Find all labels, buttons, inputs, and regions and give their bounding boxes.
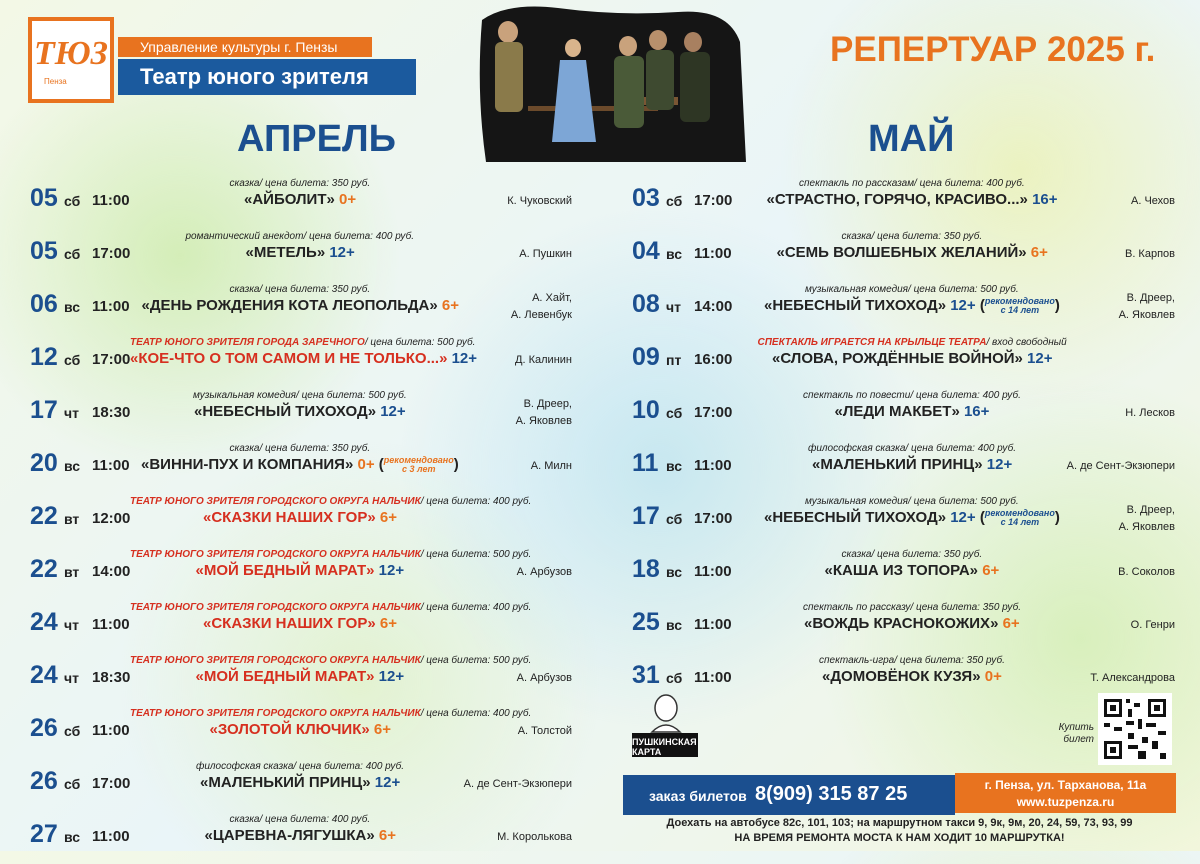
age-rating-badge: 12+ bbox=[950, 297, 976, 314]
schedule-row[interactable] bbox=[632, 282, 1175, 334]
event-genre-price: романтический анекдот/ цена билета: 400 руб. bbox=[185, 231, 415, 242]
schedule-row[interactable] bbox=[30, 812, 572, 864]
event-weekday: сб bbox=[64, 193, 81, 209]
event-genre-price: музыкальная комедия/ цена билета: 500 руб. bbox=[805, 284, 1019, 295]
event-title-text: «КАША ИЗ ТОПОРА» bbox=[824, 562, 979, 579]
theater-logo bbox=[28, 17, 114, 103]
event-genre-price: сказка/ цена билета: 350 руб. bbox=[841, 231, 983, 242]
event-weekday: сб bbox=[64, 723, 81, 739]
event-weekday: сб bbox=[666, 511, 683, 527]
event-genre-price: сказка/ цена билета: 400 руб. bbox=[229, 814, 371, 825]
event-time: 11:00 bbox=[694, 245, 732, 262]
event-date: 08 bbox=[632, 290, 660, 318]
schedule-row[interactable] bbox=[30, 600, 572, 652]
address-text: г. Пенза, ул. Тарханова, 11а bbox=[984, 778, 1147, 792]
event-weekday: сб bbox=[666, 670, 683, 686]
schedule-row[interactable] bbox=[632, 176, 1175, 228]
event-title[interactable] bbox=[203, 509, 397, 526]
event-title[interactable]: «НЕБЕСНЫЙ ТИХОХОД» 12+ (рекомендовано с 14 лет ) bbox=[764, 508, 1060, 528]
event-genre-price: / цена билета: 400 руб. bbox=[420, 496, 532, 507]
event-meta bbox=[805, 496, 1019, 507]
event-title-text: «ЦАРЕВНА-ЛЯГУШКА» bbox=[204, 827, 375, 844]
event-meta bbox=[130, 337, 475, 348]
event-title[interactable] bbox=[835, 403, 990, 420]
event-time: 11:00 bbox=[92, 722, 130, 739]
logo-city: Пенза bbox=[44, 77, 67, 86]
event-meta bbox=[130, 496, 531, 507]
event-title-text: «ДЕНЬ РОЖДЕНИЯ КОТА ЛЕОПОЛЬДА» bbox=[141, 297, 438, 314]
event-meta bbox=[842, 231, 983, 242]
month-april-title: АПРЕЛЬ bbox=[237, 118, 396, 160]
event-weekday: пт bbox=[666, 352, 682, 368]
event-date: 20 bbox=[30, 449, 58, 477]
event-title-text: «СЕМЬ ВОЛШЕБНЫХ ЖЕЛАНИЙ» bbox=[776, 244, 1027, 261]
order-phone-link[interactable]: 8(909) 315 87 25 bbox=[755, 783, 908, 805]
event-title-text: «НЕБЕСНЫЙ ТИХОХОД» bbox=[764, 297, 947, 314]
event-date: 09 bbox=[632, 343, 660, 371]
event-date: 17 bbox=[30, 396, 58, 424]
age-rating-badge: 16+ bbox=[1032, 191, 1058, 208]
event-date: 06 bbox=[30, 290, 58, 318]
age-rating-badge: 0+ bbox=[357, 456, 375, 473]
schedule-row[interactable] bbox=[30, 759, 572, 811]
event-author: А. де Сент-Экзюпери bbox=[1066, 460, 1175, 472]
event-weekday: сб bbox=[666, 193, 683, 209]
event-date: 26 bbox=[30, 767, 58, 795]
schedule-row[interactable] bbox=[30, 229, 572, 281]
event-genre-price: сказка/ цена билета: 350 руб. bbox=[841, 549, 983, 560]
event-meta bbox=[803, 602, 1021, 613]
event-title-text: «ДОМОВЁНОК КУЗЯ» bbox=[822, 668, 981, 685]
event-time: 11:00 bbox=[92, 192, 130, 209]
event-genre-price: спектакль по рассказам/ цена билета: 400 руб. bbox=[799, 178, 1025, 189]
schedule-row[interactable] bbox=[30, 494, 572, 546]
event-weekday: вс bbox=[666, 564, 683, 580]
schedule-row[interactable] bbox=[632, 441, 1175, 493]
age-rating-badge: 12+ bbox=[374, 774, 401, 791]
age-rating-badge: 6+ bbox=[379, 615, 397, 632]
repertoire-title: РЕПЕРТУАР 2025 г. bbox=[830, 30, 1156, 69]
event-genre-price: спектакль по рассказу/ цена билета: 350 руб. bbox=[803, 602, 1022, 613]
event-author: К. Чуковский bbox=[507, 195, 572, 207]
website-link[interactable]: www.tuzpenza.ru bbox=[1016, 795, 1115, 809]
event-weekday: вс bbox=[64, 458, 81, 474]
event-meta bbox=[803, 390, 1021, 401]
event-date: 24 bbox=[30, 661, 58, 689]
order-label: заказ билетов bbox=[649, 788, 747, 804]
age-rating-badge: 6+ bbox=[441, 297, 459, 314]
event-title-text: «МАЛЕНЬКИЙ ПРИНЦ» bbox=[200, 774, 371, 791]
event-date: 24 bbox=[30, 608, 58, 636]
event-time: 17:00 bbox=[92, 775, 131, 792]
age-rating-badge: 12+ bbox=[950, 509, 976, 526]
transport-routes: Доехать на автобусе 82с, 101, 103; на маршрутном такси 9, 9к, 9м, 20, 24, 59, 73, 93, 99 bbox=[666, 817, 1133, 829]
event-meta bbox=[186, 231, 415, 242]
event-title[interactable] bbox=[196, 668, 405, 685]
schedule-row[interactable] bbox=[632, 494, 1175, 546]
age-rating-badge: 6+ bbox=[982, 562, 1000, 579]
event-date: 27 bbox=[30, 820, 58, 848]
event-author: М. Королькова bbox=[497, 831, 572, 843]
event-weekday: вс bbox=[666, 458, 683, 474]
event-author: А. Пушкин bbox=[519, 248, 572, 260]
event-title-text: «ЗОЛОТОЙ КЛЮЧИК» bbox=[209, 721, 370, 738]
age-rating-badge: 6+ bbox=[379, 509, 397, 526]
age-recommendation: рекомендовано с 3 лет bbox=[383, 455, 454, 475]
event-title[interactable] bbox=[777, 244, 1048, 261]
age-rating-badge: 6+ bbox=[1002, 615, 1020, 632]
age-rating-badge: 12+ bbox=[380, 403, 406, 420]
transport-info bbox=[623, 816, 1176, 846]
guest-theater-note: ТЕАТР ЮНОГО ЗРИТЕЛЯ ГОРОДСКОГО ОКРУГА НАЛЬЧИК bbox=[130, 602, 421, 613]
may-schedule bbox=[632, 176, 1175, 706]
event-meta bbox=[842, 549, 983, 560]
event-genre-price: спектакль-игра/ цена билета: 350 руб. bbox=[819, 655, 1005, 666]
age-rating-badge: 12+ bbox=[986, 456, 1013, 473]
schedule-row[interactable] bbox=[30, 282, 572, 334]
age-rating-badge: 12+ bbox=[378, 562, 405, 579]
event-time: 16:00 bbox=[694, 351, 733, 368]
event-title-text: «МАЛЕНЬКИЙ ПРИНЦ» bbox=[812, 456, 983, 473]
event-weekday: вс bbox=[64, 829, 81, 845]
event-date: 05 bbox=[30, 184, 58, 212]
event-author: А. Толстой bbox=[517, 725, 572, 737]
event-meta bbox=[196, 761, 404, 772]
event-weekday: вс bbox=[666, 617, 683, 633]
event-date: 11 bbox=[632, 449, 659, 477]
event-author: А. Милн bbox=[530, 460, 572, 472]
event-genre-price: / вход свободный bbox=[986, 337, 1067, 348]
event-title[interactable] bbox=[142, 297, 459, 314]
event-weekday: сб bbox=[64, 352, 81, 368]
event-time: 11:00 bbox=[92, 828, 130, 845]
event-meta bbox=[193, 390, 407, 401]
bridge-notice: НА ВРЕМЯ РЕМОНТА МОСТА К НАМ ХОДИТ 10 МАРШРУТКА! bbox=[734, 832, 1065, 844]
event-weekday: сб bbox=[666, 405, 683, 421]
event-author: А. де Сент-Экзюпери bbox=[463, 778, 572, 790]
event-genre-price: спектакль по повести/ цена билета: 400 руб. bbox=[803, 390, 1021, 401]
event-date: 03 bbox=[632, 184, 660, 212]
event-weekday: вс bbox=[666, 246, 683, 262]
event-title-text: «СТРАСТНО, ГОРЯЧО, КРАСИВО...» bbox=[766, 191, 1028, 208]
schedule-row[interactable] bbox=[632, 388, 1175, 440]
event-weekday: чт bbox=[64, 405, 79, 421]
event-date: 22 bbox=[30, 555, 58, 583]
month-may-title: МАЙ bbox=[868, 118, 955, 160]
schedule-row[interactable] bbox=[30, 706, 572, 758]
event-meta bbox=[805, 284, 1019, 295]
guest-theater-note: ТЕАТР ЮНОГО ЗРИТЕЛЯ ГОРОДСКОГО ОКРУГА НАЛЬЧИК bbox=[130, 549, 421, 560]
age-rating-badge: 12+ bbox=[329, 244, 355, 261]
event-time: 11:00 bbox=[694, 563, 732, 580]
buy-ticket-label: Купить билет bbox=[1058, 722, 1094, 745]
age-rating-badge: 6+ bbox=[373, 721, 391, 738]
event-time: 17:00 bbox=[92, 245, 131, 262]
event-title[interactable] bbox=[210, 721, 391, 738]
event-title-text: «АЙБОЛИТ» bbox=[244, 191, 335, 208]
event-date: 25 bbox=[632, 608, 660, 636]
event-meta bbox=[230, 178, 371, 189]
event-weekday: сб bbox=[64, 776, 81, 792]
event-title[interactable] bbox=[822, 668, 1002, 685]
event-title-text: «ВОЖДЬ КРАСНОКОЖИХ» bbox=[804, 615, 999, 632]
org-name: Управление культуры г. Пензы bbox=[118, 37, 372, 57]
event-date: 17 bbox=[632, 502, 660, 530]
event-genre-price: сказка/ цена билета: 350 руб. bbox=[229, 178, 371, 189]
event-date: 12 bbox=[30, 343, 58, 371]
event-date: 05 bbox=[30, 237, 58, 265]
schedule-row[interactable] bbox=[632, 600, 1175, 652]
theater-name: Театр юного зрителя bbox=[118, 59, 416, 95]
age-recommendation: рекомендовано с 14 лет bbox=[984, 296, 1055, 316]
event-time: 17:00 bbox=[92, 351, 131, 368]
event-meta bbox=[130, 655, 531, 666]
event-author: В. Соколов bbox=[1118, 566, 1175, 578]
event-weekday: чт bbox=[64, 670, 79, 686]
event-meta bbox=[819, 655, 1005, 666]
event-author: В. Дреер, А. Яковлев bbox=[1118, 292, 1175, 321]
event-time: 18:30 bbox=[92, 404, 131, 421]
event-time: 11:00 bbox=[694, 669, 732, 686]
ticket-order-bar bbox=[623, 775, 955, 815]
event-author: О. Генри bbox=[1130, 619, 1175, 631]
event-genre-price: / цена билета: 400 руб. bbox=[420, 708, 532, 719]
event-title[interactable] bbox=[767, 191, 1058, 208]
event-meta bbox=[130, 602, 531, 613]
event-time: 11:00 bbox=[92, 616, 130, 633]
event-meta bbox=[808, 443, 1016, 454]
schedule-row[interactable] bbox=[632, 653, 1175, 705]
logo-text: ТЮЗ bbox=[34, 35, 108, 72]
event-meta bbox=[799, 178, 1025, 189]
event-weekday: вт bbox=[64, 511, 80, 527]
event-title[interactable] bbox=[203, 615, 397, 632]
event-time: 11:00 bbox=[92, 457, 130, 474]
event-time: 14:00 bbox=[92, 563, 131, 580]
event-weekday: вт bbox=[64, 564, 80, 580]
event-meta bbox=[230, 443, 371, 454]
event-time: 12:00 bbox=[92, 510, 131, 527]
event-title[interactable] bbox=[246, 244, 355, 261]
schedule-row[interactable] bbox=[632, 335, 1175, 387]
guest-theater-note: ТЕАТР ЮНОГО ЗРИТЕЛЯ ГОРОДА ЗАРЕЧНОГО bbox=[130, 337, 365, 348]
event-author: В. Дреер, А. Яковлев bbox=[1118, 504, 1175, 533]
qr-code-icon[interactable] bbox=[1098, 693, 1172, 765]
event-genre-price: / цена билета: 500 руб. bbox=[420, 655, 532, 666]
event-author: А. Хайт, А. Левенбук bbox=[510, 292, 572, 321]
event-genre-price: / цена билета: 400 руб. bbox=[420, 602, 532, 613]
event-genre-price: музыкальная комедия/ цена билета: 500 руб. bbox=[805, 496, 1019, 507]
event-author: А. Арбузов bbox=[516, 672, 572, 684]
event-title-text: «КОЕ-ЧТО О ТОМ САМОМ И НЕ ТОЛЬКО...» bbox=[130, 350, 448, 367]
event-title[interactable] bbox=[772, 350, 1052, 367]
age-rating-badge: 12+ bbox=[378, 668, 405, 685]
event-title-text: «МЕТЕЛЬ» bbox=[245, 244, 326, 261]
event-meta bbox=[758, 337, 1067, 348]
event-weekday: вс bbox=[64, 299, 81, 315]
event-title-text: «НЕБЕСНЫЙ ТИХОХОД» bbox=[194, 403, 377, 420]
guest-theater-note: ТЕАТР ЮНОГО ЗРИТЕЛЯ ГОРОДСКОГО ОКРУГА НАЛЬЧИК bbox=[130, 496, 421, 507]
age-rating-badge: 0+ bbox=[339, 191, 357, 208]
schedule-row[interactable] bbox=[30, 653, 572, 705]
event-author: А. Арбузов bbox=[516, 566, 572, 578]
event-date: 04 bbox=[632, 237, 660, 265]
address-bar bbox=[955, 773, 1176, 813]
event-meta bbox=[230, 284, 371, 295]
event-weekday: сб bbox=[64, 246, 81, 262]
event-genre-price: философская сказка/ цена билета: 400 руб. bbox=[196, 761, 405, 772]
schedule-row[interactable] bbox=[30, 441, 572, 493]
event-title[interactable] bbox=[804, 615, 1020, 632]
guest-theater-note: ТЕАТР ЮНОГО ЗРИТЕЛЯ ГОРОДСКОГО ОКРУГА НАЛЬЧИК bbox=[130, 655, 421, 666]
age-rating-badge: 12+ bbox=[451, 350, 478, 367]
event-title[interactable] bbox=[205, 827, 396, 844]
schedule-row[interactable] bbox=[632, 547, 1175, 599]
event-time: 14:00 bbox=[694, 298, 733, 315]
april-schedule bbox=[30, 176, 572, 848]
event-title[interactable] bbox=[825, 562, 1000, 579]
event-title[interactable] bbox=[196, 562, 405, 579]
schedule-row[interactable] bbox=[30, 547, 572, 599]
event-title[interactable] bbox=[812, 456, 1012, 473]
event-title-text: «СКАЗКИ НАШИХ ГОР» bbox=[203, 615, 376, 632]
event-meta bbox=[130, 549, 531, 560]
event-author: А. Чехов bbox=[1131, 195, 1175, 207]
event-author: Т. Александрова bbox=[1090, 672, 1175, 684]
event-title-text: «МОЙ БЕДНЫЙ МАРАТ» bbox=[195, 562, 375, 579]
event-time: 11:00 bbox=[92, 298, 130, 315]
event-date: 10 bbox=[632, 396, 660, 424]
event-time: 18:30 bbox=[92, 669, 131, 686]
event-author: В. Карпов bbox=[1124, 248, 1175, 260]
event-title-text: «МОЙ БЕДНЫЙ МАРАТ» bbox=[195, 668, 375, 685]
event-title[interactable]: «НЕБЕСНЫЙ ТИХОХОД» 12+ (рекомендовано с 14 лет ) bbox=[764, 296, 1060, 316]
event-title[interactable] bbox=[244, 191, 356, 208]
age-rating-badge: 0+ bbox=[984, 668, 1002, 685]
event-author: Д. Калинин bbox=[515, 354, 572, 366]
guest-theater-note: ТЕАТР ЮНОГО ЗРИТЕЛЯ ГОРОДСКОГО ОКРУГА НАЛЬЧИК bbox=[130, 708, 421, 719]
event-author: Н. Лесков bbox=[1125, 407, 1175, 419]
age-rating-badge: 6+ bbox=[1030, 244, 1048, 261]
event-time: 11:00 bbox=[694, 457, 732, 474]
event-meta bbox=[230, 814, 371, 825]
event-title[interactable] bbox=[130, 350, 477, 367]
event-genre-price: философская сказка/ цена билета: 400 руб. bbox=[808, 443, 1017, 454]
event-date: 31 bbox=[632, 661, 660, 689]
event-meta bbox=[130, 708, 531, 719]
event-genre-price: / цена билета: 500 руб. bbox=[420, 549, 532, 560]
schedule-row[interactable] bbox=[30, 176, 572, 228]
event-weekday: чт bbox=[666, 299, 681, 315]
schedule-row[interactable] bbox=[632, 229, 1175, 281]
age-recommendation: рекомендовано с 14 лет bbox=[984, 508, 1055, 528]
performance-photo bbox=[468, 2, 748, 162]
event-time: 17:00 bbox=[694, 510, 733, 527]
event-genre-price: / цена билета: 500 руб. bbox=[364, 337, 476, 348]
event-time: 17:00 bbox=[694, 404, 733, 421]
event-title[interactable] bbox=[200, 774, 400, 791]
event-date: 18 bbox=[632, 555, 660, 583]
event-title-text: «ЛЕДИ МАКБЕТ» bbox=[834, 403, 960, 420]
event-time: 11:00 bbox=[694, 616, 732, 633]
event-genre-price: музыкальная комедия/ цена билета: 500 руб. bbox=[193, 390, 407, 401]
age-rating-badge: 12+ bbox=[1027, 350, 1053, 367]
event-time: 17:00 bbox=[694, 192, 733, 209]
age-rating-badge: 16+ bbox=[963, 403, 990, 420]
event-title-text: «НЕБЕСНЫЙ ТИХОХОД» bbox=[764, 509, 947, 526]
event-date: 26 bbox=[30, 714, 58, 742]
event-title-text: «СКАЗКИ НАШИХ ГОР» bbox=[203, 509, 376, 526]
event-title[interactable] bbox=[194, 403, 406, 420]
age-rating-badge: 6+ bbox=[378, 827, 396, 844]
event-date: 22 bbox=[30, 502, 58, 530]
event-title-text: «ВИННИ-ПУХ И КОМПАНИЯ» bbox=[141, 456, 354, 473]
event-genre-price: сказка/ цена билета: 350 руб. bbox=[229, 284, 371, 295]
schedule-row[interactable] bbox=[30, 335, 572, 387]
event-genre-price: сказка/ цена билета: 350 руб. bbox=[229, 443, 371, 454]
schedule-row[interactable] bbox=[30, 388, 572, 440]
event-title-text: «СЛОВА, РОЖДЁННЫЕ ВОЙНОЙ» bbox=[772, 350, 1023, 367]
event-title[interactable]: «ВИННИ-ПУХ И КОМПАНИЯ» 0+ (рекомендовано с 3 лет ) bbox=[141, 455, 459, 475]
event-author: В. Дреер, А. Яковлев bbox=[515, 398, 572, 427]
pushkin-card-text: ПУШКИНСКАЯ КАРТА bbox=[632, 737, 697, 757]
guest-theater-note: СПЕКТАКЛЬ ИГРАЕТСЯ НА КРЫЛЬЦЕ ТЕАТРА bbox=[757, 337, 987, 348]
event-weekday: чт bbox=[64, 617, 79, 633]
